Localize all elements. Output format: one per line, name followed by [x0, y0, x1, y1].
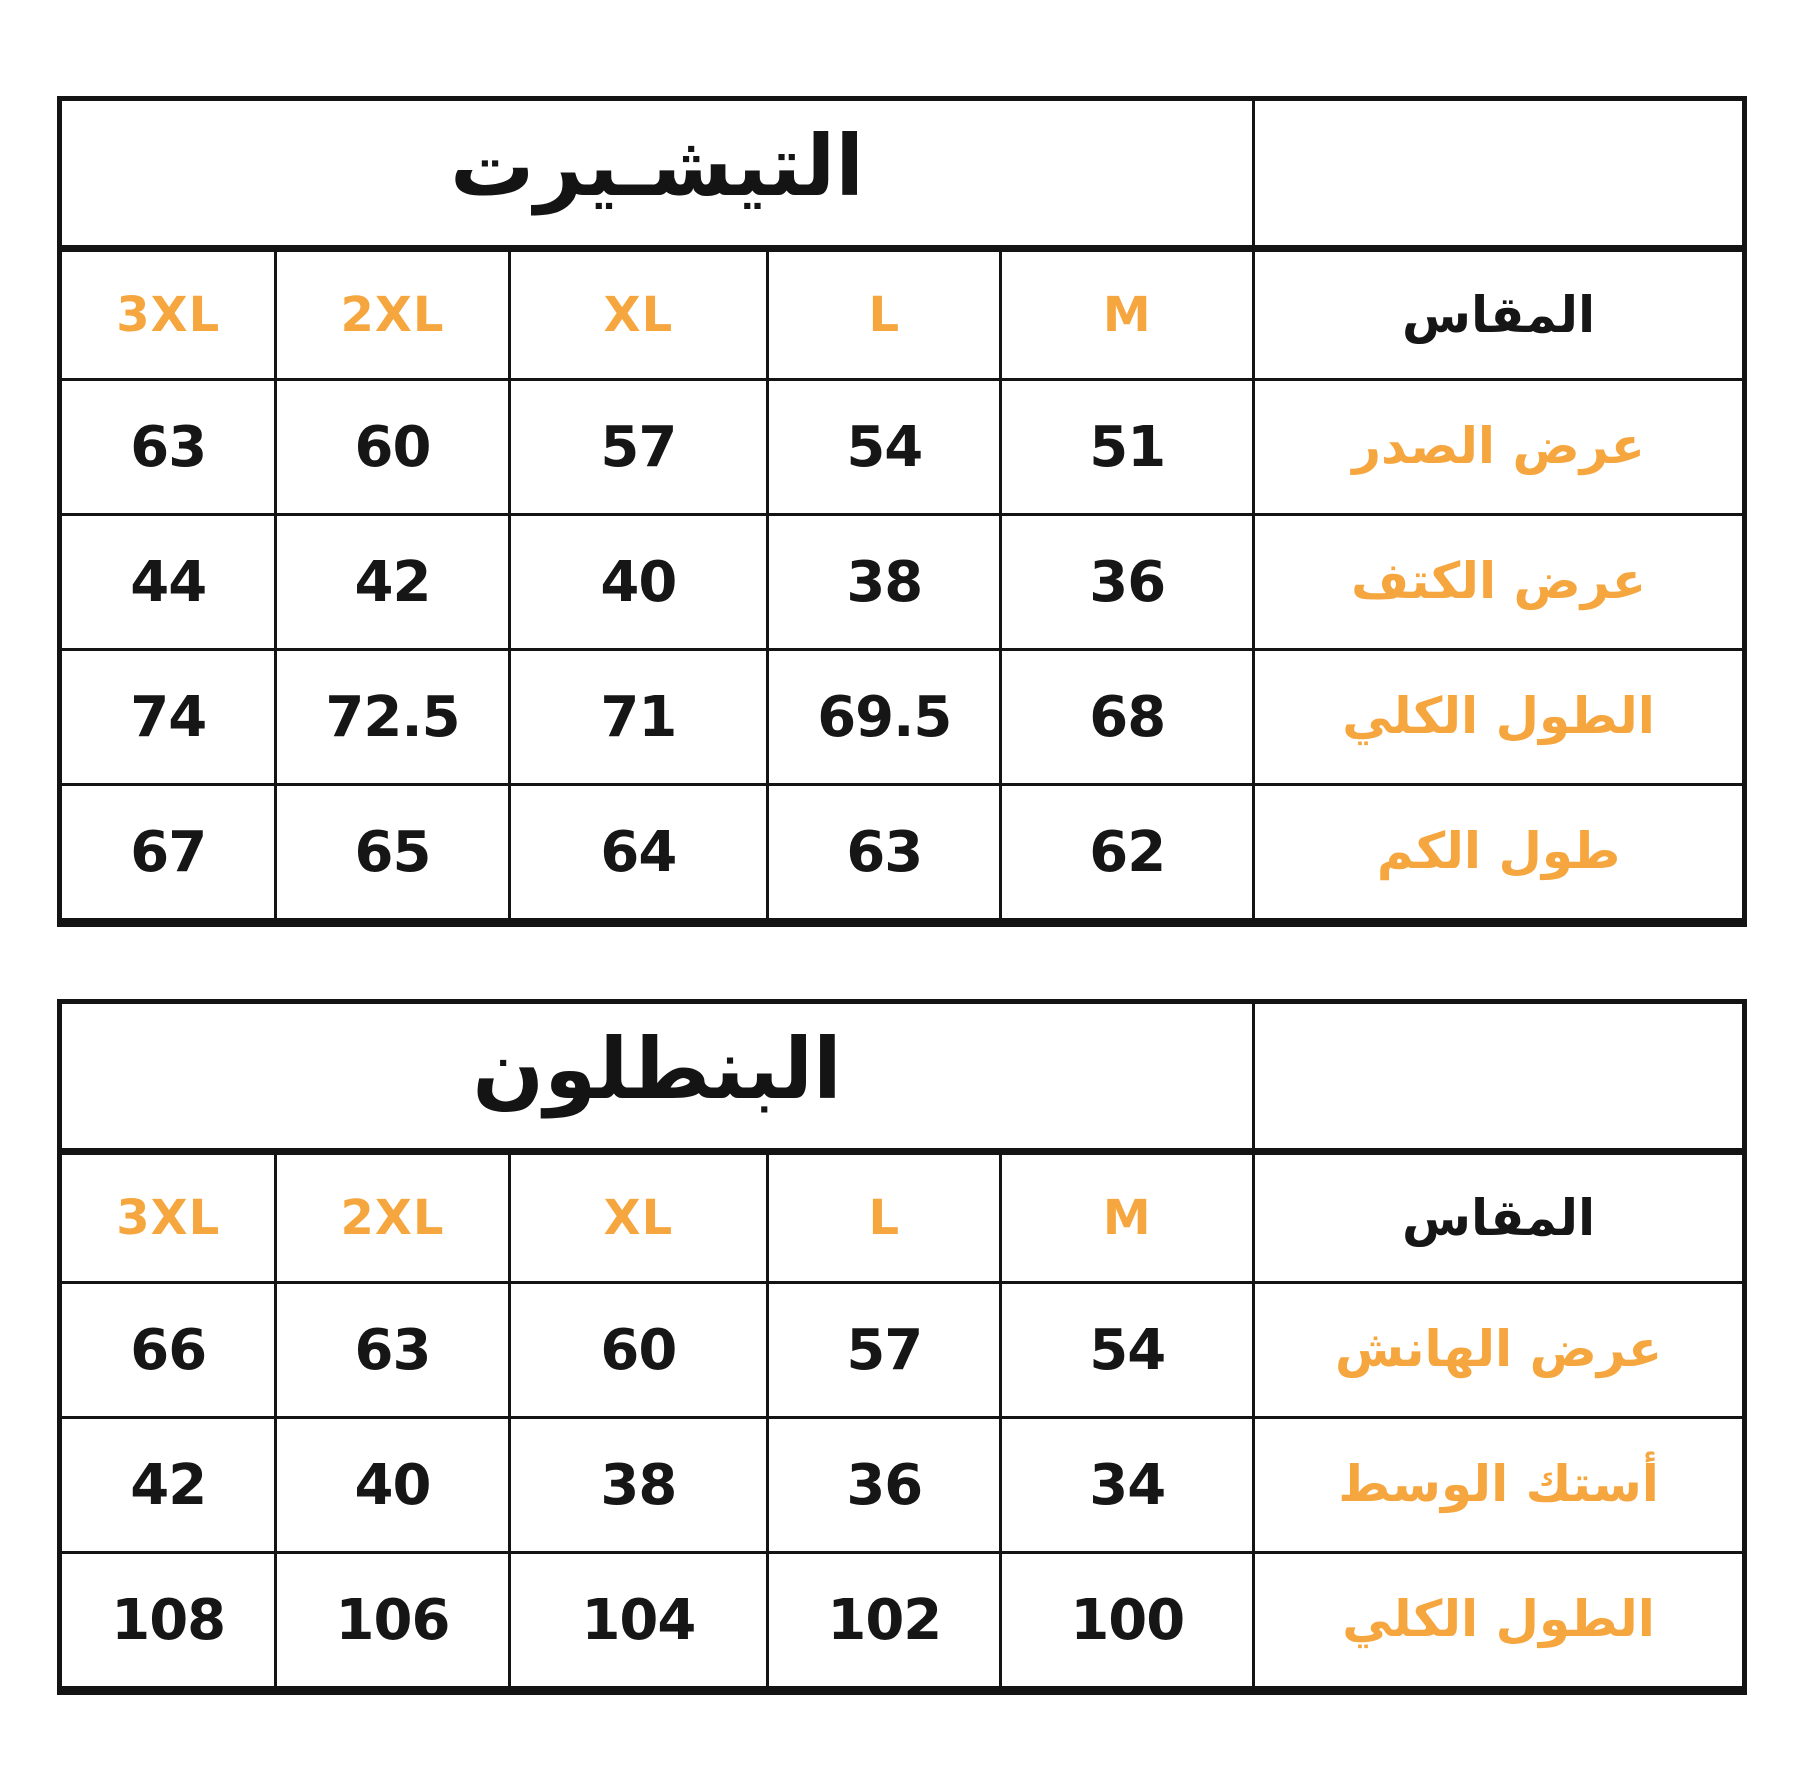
size-label-3xl: 3XL — [116, 287, 221, 343]
cell-value: 74 — [130, 684, 207, 750]
table-cell — [1002, 1554, 1252, 1686]
table-cell — [277, 381, 507, 513]
cell-value: 57 — [600, 414, 677, 480]
tshirt-size-col-xl — [511, 252, 767, 378]
row-label: طول الكم — [1376, 822, 1621, 881]
table-cell — [277, 1284, 507, 1416]
row-label-cell-sleeve-length — [1255, 786, 1742, 918]
pants-size-col-m — [1002, 1155, 1252, 1281]
cell-value: 57 — [846, 1317, 923, 1383]
row-label: الطول الكلي — [1342, 1590, 1655, 1649]
tshirt-table-title: التيشـيرت — [450, 117, 865, 215]
cell-value: 100 — [1070, 1587, 1185, 1653]
cell-value: 65 — [354, 819, 431, 885]
tables-gap — [57, 927, 1747, 999]
cell-value: 36 — [846, 1452, 923, 1518]
table-cell — [62, 1419, 274, 1551]
table-cell — [62, 1554, 274, 1686]
size-label-l: L — [868, 287, 901, 343]
table-cell — [1002, 381, 1252, 513]
cell-value: 34 — [1089, 1452, 1166, 1518]
measure-header-label: المقاس — [1401, 1189, 1596, 1247]
table-cell — [769, 1284, 999, 1416]
cell-value: 104 — [581, 1587, 696, 1653]
size-label-2xl: 2XL — [340, 1190, 445, 1246]
table-cell — [62, 516, 274, 648]
tshirt-measure-header-cell — [1255, 252, 1742, 378]
pants-size-col-l — [769, 1155, 999, 1281]
tshirt-title-cell — [62, 101, 1252, 249]
size-label-m: M — [1102, 287, 1152, 343]
size-label-m: M — [1102, 1190, 1152, 1246]
table-cell — [277, 1419, 507, 1551]
measure-header-label: المقاس — [1401, 286, 1596, 344]
pants-size-col-xl — [511, 1155, 767, 1281]
pants-size-table — [57, 999, 1747, 1695]
cell-value: 42 — [354, 549, 431, 615]
cell-value: 40 — [354, 1452, 431, 1518]
tshirt-size-col-3xl — [62, 252, 274, 378]
cell-value: 66 — [130, 1317, 207, 1383]
table-cell — [62, 651, 274, 783]
row-label: أستك الوسط — [1338, 1455, 1659, 1514]
size-label-xl: XL — [603, 287, 674, 343]
table-cell — [511, 1554, 767, 1686]
table-cell — [62, 1284, 274, 1416]
cell-value: 60 — [600, 1317, 677, 1383]
cell-value: 106 — [335, 1587, 450, 1653]
row-label: عرض الكتف — [1351, 552, 1647, 611]
table-cell — [277, 651, 507, 783]
table-cell — [769, 651, 999, 783]
row-label: عرض الهانش — [1335, 1320, 1663, 1379]
cell-value: 63 — [130, 414, 207, 480]
pants-size-col-3xl — [62, 1155, 274, 1281]
row-label-cell-chest-width — [1255, 381, 1742, 513]
row-label-cell-shoulder-width — [1255, 516, 1742, 648]
cell-value: 67 — [130, 819, 207, 885]
size-label-xl: XL — [603, 1190, 674, 1246]
row-label-cell-total-length — [1255, 651, 1742, 783]
pants-title-cell — [62, 1004, 1252, 1152]
table-cell — [511, 651, 767, 783]
row-label-cell-waist-elastic — [1255, 1419, 1742, 1551]
cell-value: 72.5 — [325, 684, 460, 750]
cell-value: 40 — [600, 549, 677, 615]
tshirt-size-col-m — [1002, 252, 1252, 378]
cell-value: 62 — [1089, 819, 1166, 885]
size-label-2xl: 2XL — [340, 287, 445, 343]
table-cell — [511, 786, 767, 918]
cell-value: 71 — [600, 684, 677, 750]
row-label: عرض الصدر — [1352, 417, 1645, 476]
pants-measure-header-cell — [1255, 1155, 1742, 1281]
table-cell — [277, 786, 507, 918]
cell-value: 42 — [130, 1452, 207, 1518]
table-cell — [769, 1419, 999, 1551]
table-cell — [1002, 516, 1252, 648]
cell-value: 68 — [1089, 684, 1166, 750]
row-label-cell-total-length — [1255, 1554, 1742, 1686]
table-cell — [511, 516, 767, 648]
table-cell — [277, 516, 507, 648]
cell-value: 63 — [846, 819, 923, 885]
table-cell — [1002, 786, 1252, 918]
table-cell — [769, 381, 999, 513]
table-cell — [1002, 651, 1252, 783]
cell-value: 38 — [600, 1452, 677, 1518]
pants-size-col-2xl — [277, 1155, 507, 1281]
cell-value: 64 — [600, 819, 677, 885]
table-cell — [1002, 1284, 1252, 1416]
tshirt-title-corner-cell — [1255, 101, 1742, 249]
pants-table-title: البنطلون — [472, 1020, 842, 1118]
cell-value: 44 — [130, 549, 207, 615]
cell-value: 108 — [111, 1587, 226, 1653]
cell-value: 102 — [827, 1587, 942, 1653]
cell-value: 38 — [846, 549, 923, 615]
tshirt-size-col-2xl — [277, 252, 507, 378]
table-cell — [769, 516, 999, 648]
cell-value: 54 — [1089, 1317, 1166, 1383]
pants-title-corner-cell — [1255, 1004, 1742, 1152]
table-cell — [769, 1554, 999, 1686]
table-cell — [1002, 1419, 1252, 1551]
table-cell — [511, 1419, 767, 1551]
cell-value: 36 — [1089, 549, 1166, 615]
table-cell — [769, 786, 999, 918]
cell-value: 54 — [846, 414, 923, 480]
table-cell — [511, 1284, 767, 1416]
tshirt-size-col-l — [769, 252, 999, 378]
size-label-l: L — [868, 1190, 901, 1246]
table-cell — [62, 381, 274, 513]
table-cell — [511, 381, 767, 513]
tshirt-size-table — [57, 96, 1747, 927]
table-cell — [277, 1554, 507, 1686]
cell-value: 69.5 — [817, 684, 952, 750]
row-label: الطول الكلي — [1342, 687, 1655, 746]
cell-value: 63 — [354, 1317, 431, 1383]
row-label-cell-hip-width — [1255, 1284, 1742, 1416]
size-label-3xl: 3XL — [116, 1190, 221, 1246]
cell-value: 60 — [354, 414, 431, 480]
table-cell — [62, 786, 274, 918]
cell-value: 51 — [1089, 414, 1166, 480]
